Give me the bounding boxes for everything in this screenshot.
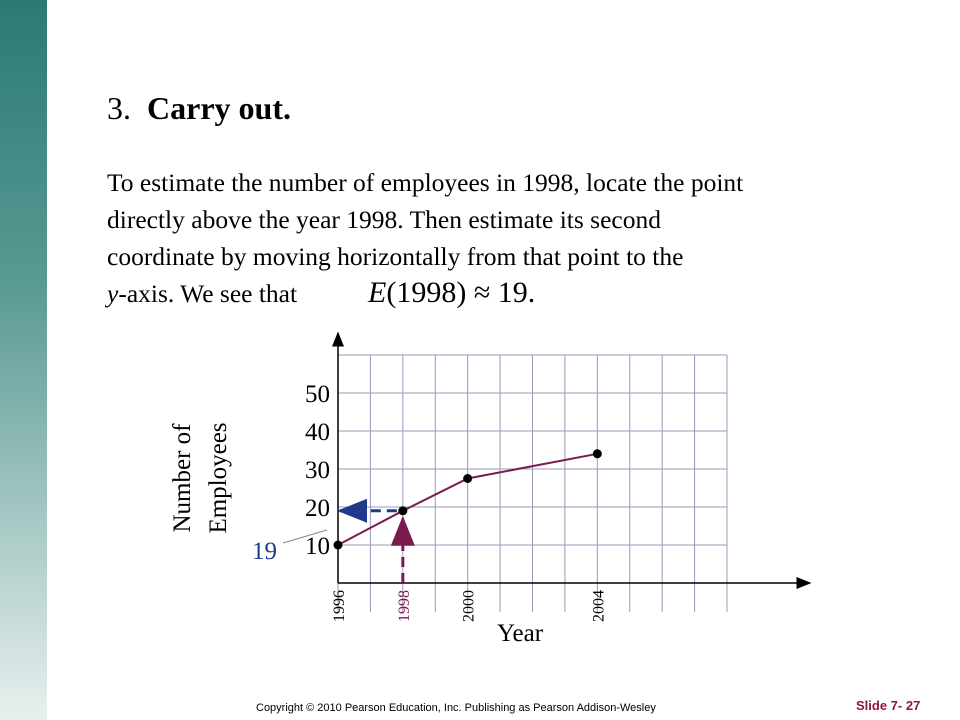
heading-title: Carry out. [147,90,291,126]
footer-copyright: Copyright © 2010 Pearson Education, Inc. Publishing as Pearson Addison-Wesley [256,702,656,714]
y-tick-label: 50 [305,381,330,408]
x-tick-label: 2004 [590,590,608,622]
y-axis-label-line-2: Employees [205,422,232,534]
x-tick-label: 2000 [460,590,478,622]
y-axis-label-line-1: Number of [169,423,196,533]
paragraph-line-2: directly above the year 1998. Then estimate its second [107,205,661,234]
y-tick-label: 20 [305,495,330,522]
paragraph-line-4-rest: -axis. We see that [118,279,298,308]
y-italic: y [107,279,119,308]
y-tick-label: 10 [305,533,330,560]
x-tick-label: 1998 [395,590,413,622]
chart-grid [338,355,727,612]
formula-period: . [527,276,536,309]
formula-argument: (1998) [386,276,467,309]
data-point [398,506,407,515]
y-axis-label [169,422,232,533]
formula-approx: ≈ [473,276,491,309]
x-tick-label: 1996 [331,590,348,622]
heading-number: 3. [107,90,131,126]
x-axis-label: Year [497,620,544,647]
y-tick-label: 30 [305,457,330,484]
data-point [593,449,602,458]
data-point [463,474,472,483]
formula-value: 19 [497,276,528,309]
paragraph-line-3: coordinate by moving horizontally from that point to the [107,242,684,271]
footer-slide-number: Slide 7- 27 [856,698,921,713]
data-point [334,541,343,550]
estimate-label: 19 [252,538,277,565]
x-tick-labels [331,590,607,622]
paragraph-line-1: To estimate the number of employees in 1998, locate the point [107,168,744,197]
formula-function: E [368,276,387,309]
y-tick-label: 40 [305,419,330,446]
